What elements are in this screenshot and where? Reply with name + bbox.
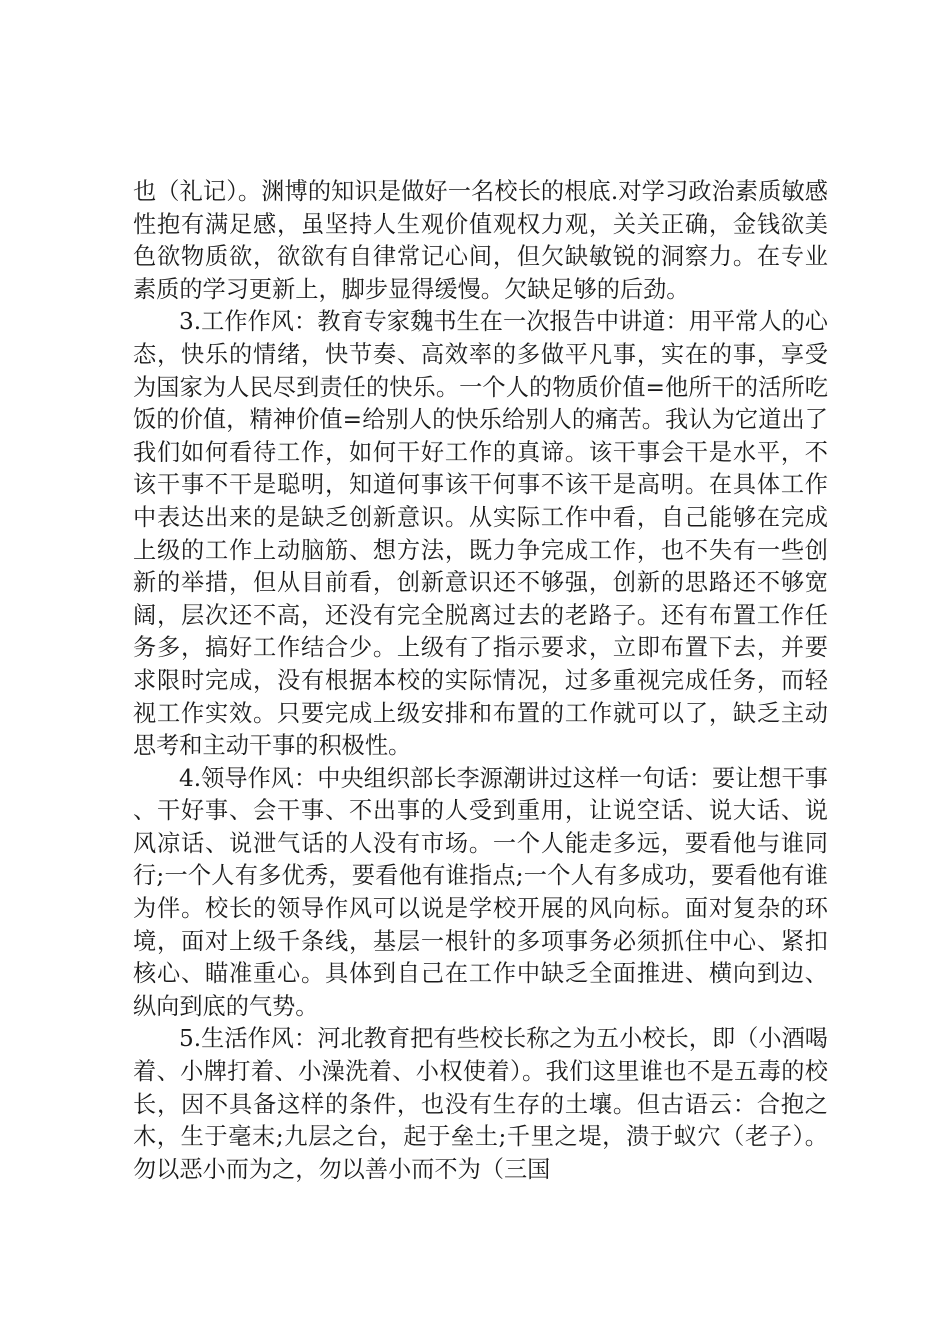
paragraph-leadership-style: 4.领导作风：中央组织部长李源潮讲过这样一句话：要让想干事、干好事、会干事、不出事的人受到重用，让说空话、说大话、说风凉话、说泄气话的人没有市场。一个人能走多远，要看他与谁同行;一个人有多优秀，要看他有谁指点;一个人有多成功，要看他有谁为伴。校长的领导作风可以说是学校开展的风向标。面对复杂的环境，面对上级千条线，基层一根针的多项事务必须抓住中心、紧扣核心、瞄准重心。具体到自己在工作中缺乏全面推进、横向到边、纵向到底的气势。	[133, 764, 828, 1020]
document-body	[133, 176, 828, 1186]
paragraph-continuation: 也（礼记）。渊博的知识是做好一名校长的根底.对学习政治素质敏感性抱有满足感，虽坚持人生观价值观权力观，关关正确，金钱欲美色欲物质欲，欲欲有自律常记心间，但欠缺敏锐的洞察力。在专业素质的学习更新上，脚步显得缓慢。欠缺足够的后劲。	[133, 178, 828, 303]
paragraph-life-style: 5.生活作风：河北教育把有些校长称之为五小校长，即（小酒喝着、小牌打着、小澡洗着、小权使着）。我们这里谁也不是五毒的校长，因不具备这样的条件，也没有生存的土壤。但古语云：合抱之木，生于毫末;九层之台，起于垒土;千里之堤，溃于蚁穴（老子）。勿以恶小而为之，勿以善小而不为（三国	[133, 1025, 828, 1183]
paragraph-work-style: 3.工作作风：教育专家魏书生在一次报告中讲道：用平常人的心态，快乐的情绪，快节奏、高效率的多做平凡事，实在的事，享受为国家为人民尽到责任的快乐。一个人的物质价值=他所干的活所吃饭的价值，精神价值=给别人的快乐给别人的痛苦。我认为它道出了我们如何看待工作，如何干好工作的真谛。该干事会干是水平，不该干事不干是聪明，知道何事该干何事不该干是高明。在具体工作中表达出来的是缺乏创新意识。从实际工作中看，自己能够在完成上级的工作上动脑筋、想方法，既力争完成工作，也不失有一些创新的举措，但从目前看，创新意识还不够强，创新的思路还不够宽阔，层次还不高，还没有完全脱离过去的老路子。还有布置工作任务多，搞好工作结合少。上级有了指示要求，立即布置下去，并要求限时完成，没有根据本校的实际情况，过多重视完成任务，而轻视工作实效。只要完成上级安排和布置的工作就可以了，缺乏主动思考和主动干事的积极性。	[133, 308, 828, 760]
